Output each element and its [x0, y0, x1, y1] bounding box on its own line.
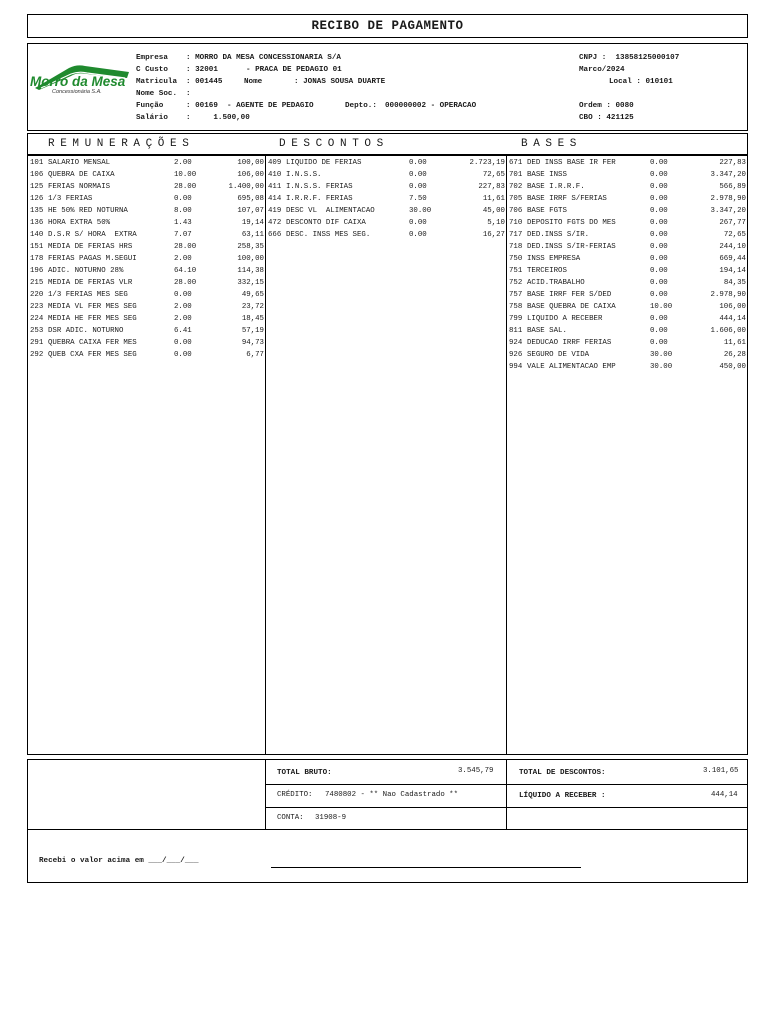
matricula-label: Matricula: [136, 78, 178, 86]
item-reference: 28.00: [174, 243, 197, 251]
item-description: 1/3 FERIAS MES SEG: [48, 291, 128, 299]
item-value: 695,08: [237, 195, 264, 203]
item-value: 11,61: [482, 195, 505, 203]
item-description: MEDIA HE FER MES SEG: [48, 315, 137, 323]
line-item: [268, 170, 505, 182]
receipt-title: RECIBO DE PAGAMENTO: [311, 19, 464, 33]
line-item: [268, 158, 505, 170]
item-reference: 0.00: [174, 339, 192, 347]
total-bruto-label: TOTAL BRUTO:: [277, 769, 332, 777]
item-reference: 30.00: [409, 207, 432, 215]
item-code: 291: [30, 339, 44, 347]
item-reference: 0.00: [650, 315, 668, 323]
item-reference: 0.00: [650, 207, 668, 215]
item-reference: 7.50: [409, 195, 427, 203]
item-code: 706: [509, 207, 523, 215]
empresa-value: : MORRO DA MESA CONCESSIONARIA S/A: [186, 54, 341, 62]
item-description: VALE ALIMENTACAO EMP: [527, 363, 616, 371]
credito-label: CRÉDITO:: [277, 791, 313, 799]
item-reference: 0.00: [650, 219, 668, 227]
line-item: [30, 266, 264, 278]
line-item: [30, 314, 264, 326]
item-reference: 0.00: [650, 183, 668, 191]
item-code: 215: [30, 279, 44, 287]
item-value: 72,65: [723, 231, 746, 239]
item-code: 126: [30, 195, 44, 203]
item-code: 419: [268, 207, 282, 215]
item-description: DSR ADIC. NOTURNO: [48, 327, 124, 335]
item-value: 11,61: [723, 339, 746, 347]
item-description: HORA EXTRA 50%: [48, 219, 111, 227]
item-reference: 0.00: [174, 195, 192, 203]
total-bruto-value: 3.545,79: [458, 767, 494, 775]
item-description: SEGURO DE VIDA: [527, 351, 590, 359]
salario-value: : 1.500,00: [186, 114, 250, 122]
conta-value: 31908-9: [315, 814, 347, 822]
item-description: I.R.R.F. FERIAS: [286, 195, 353, 203]
funcao-value: : 00169 - AGENTE DE PEDAGIO: [186, 102, 314, 110]
item-value: 100,00: [237, 255, 264, 263]
item-description: LIQUIDO A RECEBER: [527, 315, 603, 323]
item-value: 6,77: [246, 351, 264, 359]
line-item: [509, 230, 746, 242]
item-code: 472: [268, 219, 282, 227]
item-reference: 64.10: [174, 267, 197, 275]
item-value: 19,14: [241, 219, 264, 227]
item-value: 669,44: [719, 255, 746, 263]
line-item: [509, 278, 746, 290]
line-item: [30, 242, 264, 254]
item-reference: 0.00: [650, 171, 668, 179]
item-value: 45,00: [482, 207, 505, 215]
line-item: [30, 230, 264, 242]
item-description: DED.INSS S/IR-FERIAS: [527, 243, 616, 251]
item-reference: 2.00: [174, 303, 192, 311]
column-divider: [506, 156, 507, 754]
nome-value: : JONAS SOUSA DUARTE: [294, 78, 386, 86]
line-item: [268, 230, 505, 242]
item-description: BASE I.R.R.F.: [527, 183, 585, 191]
item-code: 136: [30, 219, 44, 227]
item-description: BASE IRRF FER S/DED: [527, 291, 612, 299]
conta-label: CONTA:: [277, 814, 304, 822]
line-item: [30, 326, 264, 338]
line-item: [268, 194, 505, 206]
column-bases: BASES: [521, 138, 583, 150]
funcao-label: Função: [136, 102, 164, 110]
item-code: 292: [30, 351, 44, 359]
column-remuneracoes: REMUNERAÇÕES: [48, 138, 195, 150]
line-item: [509, 218, 746, 230]
totals-divider: [506, 760, 507, 829]
item-code: 414: [268, 195, 282, 203]
salario-label: Salário: [136, 114, 168, 122]
item-description: I.N.S.S.: [286, 171, 322, 179]
item-reference: 0.00: [409, 159, 427, 167]
item-value: 16,27: [482, 231, 505, 239]
line-item: [30, 290, 264, 302]
item-description: HE 50% RED NOTURNA: [48, 207, 128, 215]
item-value: 5,10: [487, 219, 505, 227]
line-item: [509, 350, 746, 362]
line-item: [30, 218, 264, 230]
item-reference: 8.00: [174, 207, 192, 215]
item-description: MEDIA DE FERIAS VLR: [48, 279, 133, 287]
item-reference: 10.00: [174, 171, 197, 179]
line-item: [509, 362, 746, 374]
item-code: 717: [509, 231, 523, 239]
competencia: Marco/2024: [579, 66, 625, 74]
item-value: 227,83: [478, 183, 505, 191]
item-code: 135: [30, 207, 44, 215]
item-value: 107,07: [237, 207, 264, 215]
line-item: [509, 290, 746, 302]
item-reference: 0.00: [409, 183, 427, 191]
item-value: 450,00: [719, 363, 746, 371]
item-reference: 0.00: [409, 219, 427, 227]
item-reference: 0.00: [650, 291, 668, 299]
line-item: [30, 158, 264, 170]
item-description: BASE INSS: [527, 171, 567, 179]
item-description: MEDIA DE FERIAS HRS: [48, 243, 133, 251]
item-value: 2.978,90: [710, 195, 746, 203]
line-item: [509, 242, 746, 254]
line-item: [30, 182, 264, 194]
item-value: 1.400,00: [228, 183, 264, 191]
item-code: 101: [30, 159, 44, 167]
item-reference: 0.00: [650, 267, 668, 275]
local: Local : 010101: [609, 78, 673, 86]
item-value: 227,83: [719, 159, 746, 167]
item-code: 750: [509, 255, 523, 263]
item-code: 253: [30, 327, 44, 335]
item-reference: 30.00: [650, 363, 673, 371]
item-description: ADIC. NOTURNO 28%: [48, 267, 124, 275]
depto-label: Depto.:: [345, 102, 377, 110]
ordem: Ordem : 0080: [579, 102, 634, 110]
item-reference: 0.00: [650, 159, 668, 167]
item-value: 267,77: [719, 219, 746, 227]
line-item: [509, 254, 746, 266]
logo-subtext: Concessionária S.A.: [52, 89, 102, 95]
item-value: 18,45: [241, 315, 264, 323]
item-code: 224: [30, 315, 44, 323]
item-reference: 0.00: [650, 339, 668, 347]
line-item: [30, 350, 264, 362]
item-code: 701: [509, 171, 523, 179]
line-item: [509, 206, 746, 218]
item-code: 751: [509, 267, 523, 275]
item-code: 409: [268, 159, 282, 167]
empresa-label: Empresa: [136, 54, 168, 62]
depto-value: 000000002 - OPERACAO: [385, 102, 477, 110]
line-item: [509, 158, 746, 170]
totals-row-divider: [265, 784, 747, 785]
item-code: 223: [30, 303, 44, 311]
item-reference: 2.00: [174, 315, 192, 323]
item-value: 194,14: [719, 267, 746, 275]
item-value: 258,35: [237, 243, 264, 251]
item-code: 705: [509, 195, 523, 203]
item-value: 3.347,20: [710, 207, 746, 215]
columns-header: [27, 133, 748, 155]
totals-divider: [265, 760, 266, 829]
column-divider: [265, 156, 266, 754]
item-code: 757: [509, 291, 523, 299]
item-value: 444,14: [719, 315, 746, 323]
item-code: 752: [509, 279, 523, 287]
item-code: 994: [509, 363, 523, 371]
item-code: 410: [268, 171, 282, 179]
item-value: 1.606,00: [710, 327, 746, 335]
item-reference: 30.00: [650, 351, 673, 359]
item-description: 1/3 FERIAS: [48, 195, 93, 203]
item-description: DED INSS BASE IR FER: [527, 159, 616, 167]
item-description: QUEB CXA FER MES SEG: [48, 351, 137, 359]
item-description: SALARIO MENSAL: [48, 159, 111, 167]
item-reference: 0.00: [650, 327, 668, 335]
item-description: QUEBRA CAIXA FER MES: [48, 339, 137, 347]
item-value: 57,19: [241, 327, 264, 335]
item-description: DEDUCAO IRRF FERIAS: [527, 339, 612, 347]
item-value: 72,65: [482, 171, 505, 179]
item-reference: 28.00: [174, 279, 197, 287]
line-item: [509, 170, 746, 182]
item-reference: 0.00: [650, 231, 668, 239]
item-code: 411: [268, 183, 282, 191]
item-description: D.S.R S/ HORA EXTRA: [48, 231, 137, 239]
item-reference: 7.07: [174, 231, 192, 239]
item-code: 151: [30, 243, 44, 251]
item-code: 106: [30, 171, 44, 179]
item-value: 3.347,20: [710, 171, 746, 179]
ccusto-value: : 32001: [186, 66, 218, 74]
cbo: CBO : 421125: [579, 114, 634, 122]
item-description: I.N.S.S. FERIAS: [286, 183, 353, 191]
item-reference: 0.00: [650, 255, 668, 263]
line-item: [509, 338, 746, 350]
item-description: BASE FGTS: [527, 207, 567, 215]
item-code: 799: [509, 315, 523, 323]
line-item: [509, 266, 746, 278]
item-reference: 6.41: [174, 327, 192, 335]
item-value: 84,35: [723, 279, 746, 287]
matricula-value: : 001445: [186, 78, 223, 86]
receipt-acknowledgement: Recebi o valor acima em ___/___/___: [39, 857, 199, 865]
item-reference: 0.00: [650, 279, 668, 287]
item-value: 94,73: [241, 339, 264, 347]
items-body: [27, 155, 748, 755]
item-description: BASE SAL.: [527, 327, 567, 335]
credito-value: 7480802 - ** Nao Cadastrado **: [325, 791, 459, 799]
item-description: LIQUIDO DE FERIAS: [286, 159, 362, 167]
signature-box: [27, 829, 748, 883]
total-descontos-value: 3.101,65: [703, 767, 739, 775]
item-description: INSS EMPRESA: [527, 255, 581, 263]
line-item: [509, 302, 746, 314]
item-description: DESC VL ALIMENTACAO: [286, 207, 375, 215]
item-code: 125: [30, 183, 44, 191]
item-code: 702: [509, 183, 523, 191]
item-reference: 0.00: [409, 171, 427, 179]
item-value: 100,00: [237, 159, 264, 167]
item-value: 106,00: [237, 171, 264, 179]
line-item: [268, 182, 505, 194]
item-code: 140: [30, 231, 44, 239]
line-item: [30, 278, 264, 290]
item-description: DED.INSS S/IR.: [527, 231, 590, 239]
liquido-label: LÍQUIDO A RECEBER :: [519, 792, 606, 800]
item-reference: 10.00: [650, 303, 673, 311]
item-value: 244,10: [719, 243, 746, 251]
item-reference: 0.00: [174, 291, 192, 299]
totals-box: [27, 759, 748, 830]
total-descontos-label: TOTAL DE DESCONTOS:: [519, 769, 606, 777]
item-code: 710: [509, 219, 523, 227]
receipt-title-box: [27, 14, 748, 38]
item-code: 196: [30, 267, 44, 275]
line-item: [30, 206, 264, 218]
item-reference: 2.00: [174, 159, 192, 167]
item-code: 718: [509, 243, 523, 251]
item-value: 23,72: [241, 303, 264, 311]
item-description: DEPOSITO FGTS DO MES: [527, 219, 616, 227]
header-box: [27, 43, 748, 131]
signature-line[interactable]: [271, 867, 581, 868]
ccusto-label: C Custo: [136, 66, 168, 74]
item-code: 178: [30, 255, 44, 263]
logo-text: Morro da Mesa: [30, 74, 126, 89]
item-value: 114,38: [237, 267, 264, 275]
item-code: 220: [30, 291, 44, 299]
line-item: [268, 218, 505, 230]
line-item: [30, 170, 264, 182]
line-item: [30, 254, 264, 266]
line-item: [509, 326, 746, 338]
item-description: MEDIA VL FER MES SEG: [48, 303, 137, 311]
item-value: 2.723,19: [469, 159, 505, 167]
item-reference: 0.00: [650, 195, 668, 203]
item-description: BASE QUEBRA DE CAIXA: [527, 303, 616, 311]
item-description: ACID.TRABALHO: [527, 279, 585, 287]
nomesoc-label: Nome Soc.: [136, 90, 178, 98]
item-code: 758: [509, 303, 523, 311]
line-item: [509, 182, 746, 194]
item-description: FERIAS NORMAIS: [48, 183, 111, 191]
item-code: 924: [509, 339, 523, 347]
ccusto-desc: - PRACA DE PEDAGIO 01: [246, 66, 342, 74]
cnpj: CNPJ : 13858125000107: [579, 54, 680, 62]
line-item: [268, 206, 505, 218]
line-item: [30, 194, 264, 206]
item-value: 26,28: [723, 351, 746, 359]
item-description: FERIAS PAGAS M.SEGUI: [48, 255, 137, 263]
item-code: 926: [509, 351, 523, 359]
liquido-value: 444,14: [711, 791, 738, 799]
item-description: QUEBRA DE CAIXA: [48, 171, 115, 179]
line-item: [509, 194, 746, 206]
line-item: [30, 338, 264, 350]
item-description: TERCEIROS: [527, 267, 567, 275]
item-code: 811: [509, 327, 523, 335]
item-code: 666: [268, 231, 282, 239]
item-description: DESCONTO DIF CAIXA: [286, 219, 366, 227]
item-reference: 2.00: [174, 255, 192, 263]
nome-label: Nome: [244, 78, 263, 86]
item-reference: 1.43: [174, 219, 192, 227]
item-reference: 0.00: [650, 243, 668, 251]
line-item: [30, 302, 264, 314]
item-value: 49,65: [241, 291, 264, 299]
item-reference: 0.00: [409, 231, 427, 239]
item-description: DESC. INSS MES SEG.: [286, 231, 371, 239]
item-reference: 0.00: [174, 351, 192, 359]
item-value: 106,00: [719, 303, 746, 311]
item-description: BASE IRRF S/FERIAS: [527, 195, 607, 203]
item-value: 63,11: [241, 231, 264, 239]
totals-row-divider: [265, 807, 747, 808]
item-value: 332,15: [237, 279, 264, 287]
column-descontos: DESCONTOS: [279, 138, 389, 150]
item-value: 566,89: [719, 183, 746, 191]
item-reference: 28.00: [174, 183, 197, 191]
nomesoc-value: :: [186, 90, 191, 98]
item-code: 671: [509, 159, 523, 167]
item-value: 2.978,90: [710, 291, 746, 299]
line-item: [509, 314, 746, 326]
